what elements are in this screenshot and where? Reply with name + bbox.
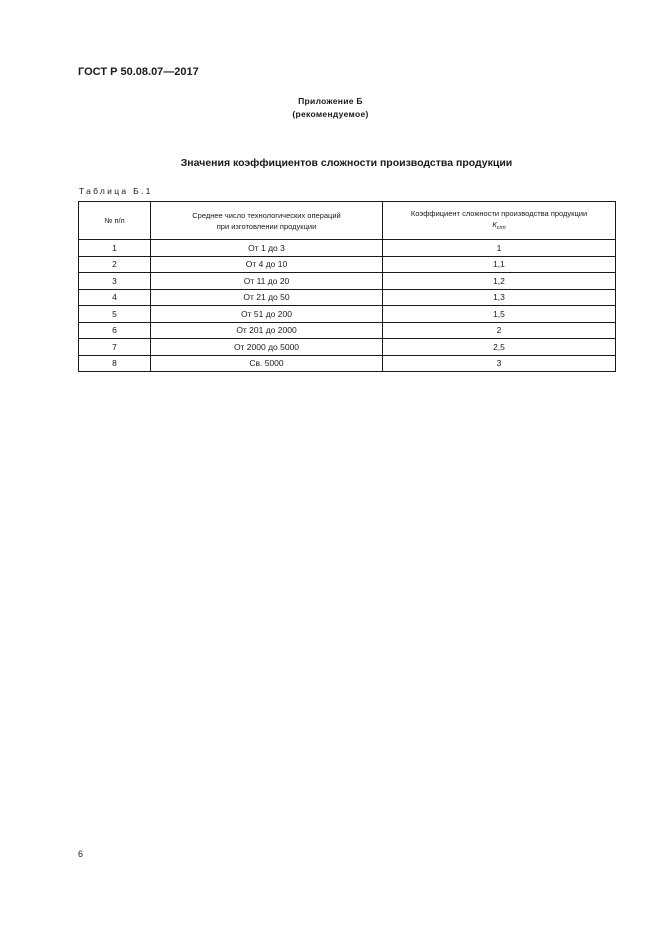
table-caption: Таблица Б.1	[79, 186, 153, 196]
header-operations	[151, 202, 383, 240]
header-operations-line1: Среднее число технологических операций	[192, 210, 341, 220]
cell-coefficient: 2,5	[383, 339, 616, 356]
cell-operations: Св. 5000	[151, 355, 383, 372]
cell-number: 4	[79, 289, 151, 306]
appendix-subtitle: (рекомендуемое)	[292, 109, 369, 119]
cell-coefficient: 3	[383, 355, 616, 372]
table-row	[79, 339, 616, 356]
cell-operations: От 1 до 3	[151, 240, 383, 257]
section-title: Значения коэффициентов сложности производства продукции	[180, 157, 513, 169]
header-coefficient	[383, 202, 616, 240]
cell-coefficient: 1	[383, 240, 616, 257]
cell-number: 5	[79, 306, 151, 323]
cell-number: 6	[79, 322, 151, 339]
page-number: 6	[78, 849, 84, 859]
header-operations-line2: при изготовлении продукции	[216, 221, 317, 231]
document-code: ГОСТ Р 50.08.07—2017	[78, 66, 199, 78]
cell-coefficient: 1,1	[383, 256, 616, 273]
table-row	[79, 240, 616, 257]
cell-coefficient: 1,3	[383, 289, 616, 306]
table-row	[79, 322, 616, 339]
cell-coefficient: 1,2	[383, 273, 616, 290]
cell-number: 7	[79, 339, 151, 356]
cell-operations: От 21 до 50	[151, 289, 383, 306]
table-row	[79, 306, 616, 323]
cell-number: 3	[79, 273, 151, 290]
cell-number: 2	[79, 256, 151, 273]
cell-operations: От 4 до 10	[151, 256, 383, 273]
coefficient-subscript: спп	[496, 224, 506, 231]
table-row	[79, 256, 616, 273]
cell-operations: От 51 до 200	[151, 306, 383, 323]
cell-number: 8	[79, 355, 151, 372]
appendix-title: Приложение Б	[298, 96, 363, 106]
table-header-row	[79, 202, 616, 240]
coefficient-symbol: К	[492, 219, 497, 229]
header-number: № п/п	[79, 202, 151, 240]
cell-operations: От 2000 до 5000	[151, 339, 383, 356]
header-coefficient-line1: Коэффициент сложности производства продукции	[410, 208, 588, 218]
cell-coefficient: 1,5	[383, 306, 616, 323]
table-row	[79, 355, 616, 372]
cell-operations: От 201 до 2000	[151, 322, 383, 339]
cell-number: 1	[79, 240, 151, 257]
table-row	[79, 273, 616, 290]
coefficient-table	[78, 201, 616, 372]
cell-coefficient: 2	[383, 322, 616, 339]
cell-operations: От 11 до 20	[151, 273, 383, 290]
table-row	[79, 289, 616, 306]
